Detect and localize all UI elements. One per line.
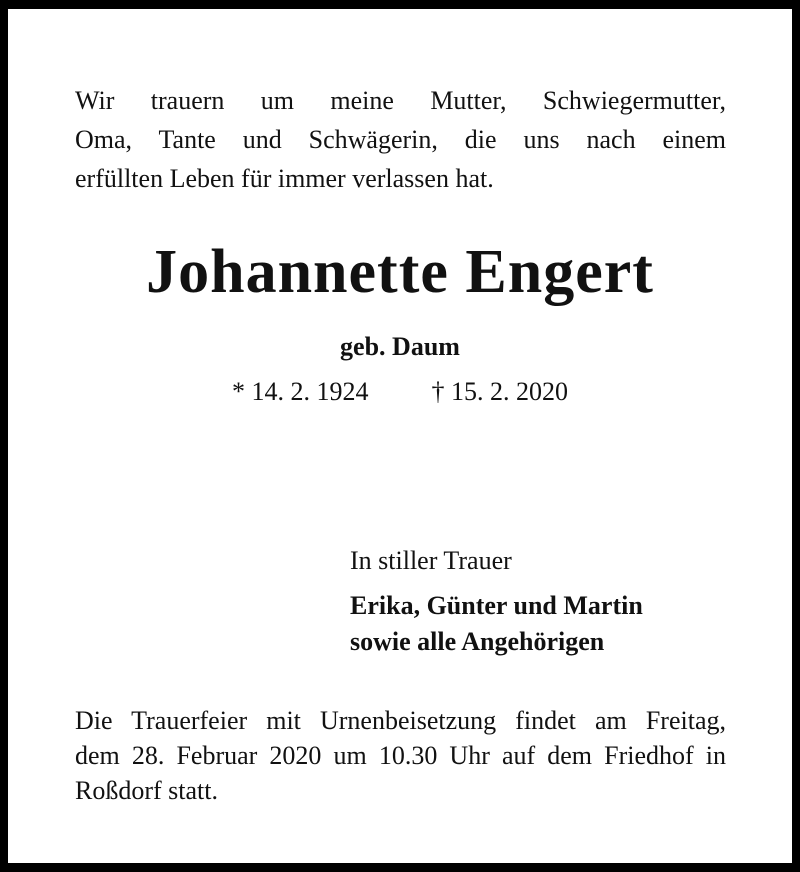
mourners-others: sowie alle Angehörigen: [350, 627, 605, 656]
service-line-1: Die Trauerfeier mit Urnenbeisetzung findet am Freitag,: [75, 706, 726, 735]
service-line-2: dem 28. Februar 2020 um 10.30 Uhr auf dem Friedhof in: [75, 741, 726, 770]
birth-date: * 14. 2. 1924: [232, 377, 369, 406]
service-line-3: Roßdorf statt.: [75, 776, 218, 805]
life-dates: [8, 377, 792, 407]
intro-line-1: Wir trauern um meine Mutter, Schwiegermutter,: [75, 86, 726, 115]
mourners-names: Erika, Günter und Martin: [350, 591, 643, 620]
maiden-name: geb. Daum: [340, 332, 460, 361]
intro-line-3: erfüllten Leben für immer verlassen hat.: [75, 164, 494, 193]
deceased-name: Johannette Engert: [146, 238, 654, 306]
intro-line-2: Oma, Tante und Schwägerin, die uns nach einem: [75, 125, 726, 154]
death-date: † 15. 2. 2020: [431, 377, 568, 406]
mourners-intro: In stiller Trauer: [350, 546, 512, 575]
